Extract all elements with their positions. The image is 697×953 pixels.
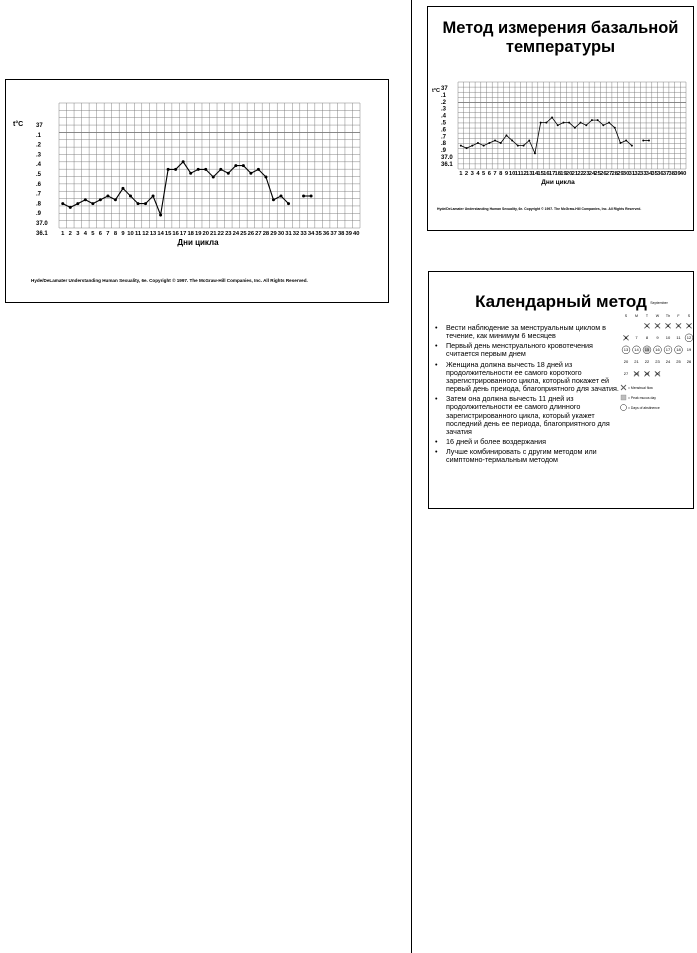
data-point — [204, 168, 207, 171]
x-tick-label: 34 — [645, 171, 653, 177]
data-point — [152, 195, 155, 198]
x-tick-label: 12 — [142, 231, 149, 237]
calendar-day: 6 — [624, 335, 628, 340]
x-tick-label: 1 — [61, 231, 65, 237]
x-tick-label: 21 — [210, 231, 217, 237]
calendar-day: 9 — [656, 335, 659, 340]
chart-caption: Hyde/DeLamater Understanding Human Sexuality, 6e. Copyright © 1997. The McGraw-Hill Companies, Inc. All Rights Reserved. — [31, 278, 308, 283]
data-point — [551, 117, 553, 119]
data-point — [61, 202, 64, 205]
x-tick-label: 31 — [628, 171, 636, 177]
slide-title: Метод измерения базальной температуры — [442, 19, 679, 56]
calendar-day: 14 — [634, 347, 639, 352]
data-point — [287, 202, 290, 205]
data-point — [505, 134, 507, 136]
x-tick-label: 4 — [83, 231, 87, 237]
data-point — [114, 198, 117, 201]
calendar-day: 22 — [644, 359, 650, 364]
calendar-day: 13 — [623, 347, 629, 352]
data-point — [106, 195, 109, 198]
x-tick-label: 19 — [560, 171, 567, 177]
calendar-day: 1 — [645, 323, 649, 328]
x-tick-label: 24 — [232, 231, 240, 237]
x-tick-label: 35 — [315, 231, 322, 237]
x-tick-label: 33 — [640, 171, 647, 177]
x-tick-label: 37 — [662, 171, 670, 177]
y-tick-label: 37 — [36, 123, 43, 129]
data-point — [494, 140, 496, 142]
menstrual-cross-icon — [621, 385, 626, 390]
x-tick-label: 3 — [76, 231, 80, 237]
x-tick-label: 18 — [187, 231, 194, 237]
x-tick-label: 17 — [179, 231, 187, 237]
data-point — [625, 140, 627, 142]
calendar-day: 27 — [623, 371, 629, 376]
x-tick-label: 8 — [113, 231, 118, 237]
calendar-day: 21 — [634, 359, 639, 364]
x-tick-label: 8 — [499, 171, 503, 177]
calendar-day: 20 — [623, 359, 629, 364]
x-tick-label: 2 — [68, 231, 72, 237]
y-tick-label: 37.0 — [36, 221, 48, 227]
x-tick-label: 12 — [520, 171, 527, 177]
x-tick-label: 18 — [554, 171, 561, 177]
data-point — [597, 119, 599, 121]
data-point — [562, 122, 564, 124]
legend-menstrual: = Menstrual flow — [628, 386, 653, 390]
data-point — [121, 187, 124, 190]
x-tick-label: 14 — [157, 231, 164, 237]
x-tick-label: 14 — [531, 171, 539, 177]
data-point — [488, 142, 490, 144]
y-tick-label: .6 — [36, 181, 42, 188]
calendar-day: 17 — [665, 347, 671, 352]
x-tick-label: 37 — [330, 231, 337, 237]
data-point — [84, 198, 87, 201]
chart-x-axis-label: Дни цикла — [541, 179, 575, 186]
calendar-illustration — [619, 297, 695, 457]
x-tick-label: 2 — [464, 171, 469, 177]
x-tick-label: 25 — [240, 231, 247, 237]
x-tick-label: 30 — [277, 231, 285, 237]
calendar-day: 24 — [665, 359, 671, 364]
x-tick-label: 21 — [571, 171, 579, 177]
y-tick-label: .8 — [36, 201, 42, 208]
weekday-label: T — [645, 314, 649, 318]
x-tick-label: 4 — [476, 171, 480, 177]
bullet-item: • Затем она должна вычесть 11 дней из продолжительности ее самого длинного зарегистрированного цикла, который укажет последний день ее периода, благоприятного для зачатия — [433, 395, 621, 435]
x-tick-label: 40 — [353, 231, 360, 237]
data-point — [189, 172, 192, 175]
data-point — [137, 202, 140, 205]
calendar-day: 7 — [635, 335, 638, 340]
data-point — [279, 195, 282, 198]
legend-peak: = Peak mucus day — [628, 396, 656, 400]
calendar-day: 12 — [686, 335, 692, 340]
data-point — [91, 202, 94, 205]
data-point — [631, 145, 633, 147]
data-point — [511, 140, 513, 142]
y-tick-label: .2 — [36, 142, 42, 149]
data-point — [257, 168, 260, 171]
x-tick-label: 20 — [565, 171, 573, 177]
x-tick-label: 19 — [194, 231, 202, 237]
calendar-day: 25 — [676, 359, 681, 364]
legend-abstinence: = Days of abstinence — [628, 406, 660, 410]
x-tick-label: 35 — [651, 171, 658, 177]
y-tick-label: .4 — [36, 162, 42, 169]
y-tick-label: 37.0 — [441, 155, 453, 161]
chart-caption: Hyde/DeLamater Understanding Human Sexuality, 6e. Copyright © 1997. The McGraw-Hill Companies, Inc. All Rights Reserved. — [437, 207, 642, 211]
x-tick-label: 30 — [622, 171, 630, 177]
x-tick-label: 3 — [470, 171, 474, 177]
x-tick-label: 20 — [202, 231, 209, 237]
x-tick-label: 13 — [149, 231, 157, 237]
x-tick-label: 5 — [91, 231, 95, 237]
data-point — [580, 122, 582, 124]
data-point — [310, 195, 313, 198]
data-point — [272, 198, 275, 201]
x-tick-label: 29 — [617, 171, 624, 177]
slide-temperature-chart — [5, 79, 389, 303]
y-tick-label: .7 — [36, 191, 42, 198]
x-tick-label: 7 — [493, 171, 497, 177]
calendar-day: 28 — [634, 371, 639, 376]
data-point — [302, 195, 305, 198]
peak-mucus-marker — [621, 395, 626, 400]
x-tick-label: 32 — [292, 231, 300, 237]
data-point — [608, 122, 610, 124]
data-point — [534, 152, 536, 154]
calendar-day: 23 — [655, 359, 660, 364]
y-tick-label: .1 — [36, 132, 42, 139]
data-point — [242, 164, 245, 167]
x-tick-label: 26 — [247, 231, 255, 237]
x-tick-label: 36 — [322, 231, 330, 237]
bullet-list — [433, 324, 621, 467]
bullet-item: • 16 дней и более воздержания — [433, 438, 621, 446]
y-tick-label: .2 — [441, 99, 447, 106]
data-point — [568, 122, 570, 124]
data-point — [167, 168, 170, 171]
calendar-day: 26 — [686, 359, 692, 364]
x-tick-label: 22 — [217, 231, 225, 237]
x-tick-label: 1 — [459, 171, 463, 177]
x-tick-label: 11 — [134, 231, 142, 237]
data-point — [642, 140, 644, 142]
weekday-label: Th — [665, 314, 671, 318]
x-tick-label: 16 — [172, 231, 179, 237]
calendar-month: September — [650, 301, 668, 305]
x-tick-label: 15 — [164, 231, 172, 237]
data-point — [500, 142, 502, 144]
data-point — [614, 127, 616, 129]
weekday-label: F — [677, 314, 680, 318]
y-tick-label: 36.1 — [441, 161, 453, 168]
data-point — [227, 172, 230, 175]
x-tick-label: 29 — [270, 231, 277, 237]
data-point — [585, 124, 587, 126]
calendar-legend — [621, 385, 660, 411]
data-point — [477, 142, 479, 144]
x-tick-label: 7 — [106, 231, 110, 237]
x-tick-label: 9 — [121, 231, 125, 237]
y-tick-label: .6 — [441, 127, 447, 134]
slide-title: Календарный метод — [475, 292, 647, 311]
data-point — [234, 164, 237, 167]
calendar-day: 18 — [676, 347, 681, 352]
calendar-day: 29 — [644, 371, 650, 376]
calendar-day: 5 — [687, 323, 691, 328]
x-tick-label: 13 — [526, 171, 533, 177]
data-point — [159, 214, 162, 217]
chart-unit-label: t°C — [432, 88, 441, 94]
y-tick-label: 36.1 — [36, 230, 48, 237]
x-tick-label: 27 — [605, 171, 613, 177]
data-point — [264, 176, 267, 179]
x-tick-label: 32 — [634, 171, 641, 177]
y-tick-label: .7 — [441, 134, 447, 141]
x-tick-label: 40 — [679, 171, 687, 177]
x-tick-label: 39 — [674, 171, 681, 177]
chart-grid — [59, 103, 360, 228]
data-point — [517, 145, 519, 147]
bullet-item: • Вести наблюдение за менструальным циклом в течение, как минимум 6 месяцев — [433, 324, 621, 340]
calendar-day: 11 — [676, 335, 681, 340]
x-tick-label: 23 — [583, 171, 590, 177]
y-tick-label: .3 — [36, 152, 42, 159]
calendar-day: 8 — [645, 335, 649, 340]
weekday-label: S — [624, 314, 628, 318]
data-point — [460, 145, 462, 147]
calendar-day: 4 — [677, 323, 680, 328]
x-tick-label: 36 — [657, 171, 664, 177]
data-point — [212, 176, 215, 179]
y-tick-label: .8 — [441, 141, 447, 148]
data-point — [528, 140, 530, 142]
data-point — [466, 147, 468, 149]
data-point — [591, 119, 593, 121]
data-point — [483, 145, 485, 147]
calendar-day: 19 — [686, 347, 692, 352]
data-point — [182, 160, 185, 163]
data-point — [129, 195, 132, 198]
abstinence-circle — [621, 405, 627, 411]
x-tick-label: 25 — [594, 171, 601, 177]
x-tick-label: 38 — [337, 231, 345, 237]
data-point — [174, 168, 177, 171]
x-tick-label: 6 — [487, 171, 491, 177]
x-tick-label: 9 — [504, 171, 509, 177]
x-tick-label: 39 — [345, 231, 352, 237]
x-tick-label: 22 — [577, 171, 584, 177]
data-point — [619, 142, 621, 144]
x-tick-label: 33 — [300, 231, 307, 237]
data-point — [523, 145, 525, 147]
x-tick-label: 34 — [307, 231, 315, 237]
x-tick-label: 31 — [285, 231, 292, 237]
bullet-item: • Первый день менструального кровотечения считается первым днем — [433, 342, 621, 358]
y-tick-label: .9 — [441, 148, 447, 155]
y-tick-label: 37 — [441, 86, 448, 92]
chart-unit-label: t°C — [13, 121, 24, 128]
chart-x-axis-label: Дни цикла — [177, 238, 219, 247]
slide-basal-temperature — [427, 6, 694, 231]
temperature-chart-small — [428, 7, 693, 230]
calendar-day: 3 — [666, 323, 670, 328]
column-divider-line — [411, 0, 412, 953]
data-point — [540, 122, 542, 124]
x-tick-label: 15 — [537, 171, 544, 177]
data-point — [76, 202, 79, 205]
x-tick-label: 11 — [514, 171, 521, 177]
x-tick-label: 16 — [543, 171, 550, 177]
calendar-day: 2 — [656, 323, 659, 328]
data-point — [144, 202, 147, 205]
x-tick-label: 26 — [600, 171, 607, 177]
y-tick-label: .5 — [36, 172, 42, 178]
x-tick-label: 24 — [588, 171, 596, 177]
calendar-day: 10 — [665, 335, 671, 340]
data-point — [99, 198, 102, 201]
x-tick-label: 5 — [482, 171, 486, 177]
y-tick-label: .9 — [36, 211, 42, 218]
data-point — [557, 124, 559, 126]
data-point — [545, 122, 547, 124]
data-point — [648, 140, 650, 142]
data-point — [471, 145, 473, 147]
calendar-day: 15 — [644, 347, 650, 352]
x-tick-label: 27 — [255, 231, 262, 237]
data-point — [574, 127, 576, 129]
calendar-day: 30 — [655, 371, 660, 376]
data-point — [219, 168, 222, 171]
slide-calendar-method — [428, 271, 694, 509]
bullet-item: • Лучше комбинировать с другим методом или симптомно-термальным методом — [433, 448, 621, 464]
x-tick-label: 28 — [262, 231, 270, 237]
data-point — [249, 172, 252, 175]
x-tick-label: 10 — [127, 231, 134, 237]
x-tick-label: 17 — [548, 171, 556, 177]
data-point — [69, 206, 72, 209]
data-point — [602, 124, 604, 126]
x-tick-label: 6 — [98, 231, 103, 237]
weekday-label: S — [687, 314, 691, 318]
weekday-label: W — [655, 314, 660, 318]
y-tick-label: .3 — [441, 106, 447, 113]
bullet-item: • Женщина должна вычесть 18 дней из продолжительности ее самого короткого зарегистрированного цикла, который покажет ей первый день преиода, благоприятного для зачатия. — [433, 361, 621, 393]
data-point — [197, 168, 200, 171]
x-tick-label: 23 — [225, 231, 232, 237]
y-tick-label: .5 — [441, 120, 447, 127]
temperature-chart — [6, 80, 388, 302]
weekday-label: M — [635, 314, 638, 318]
x-tick-label: 38 — [668, 171, 675, 177]
y-tick-label: .1 — [441, 92, 447, 99]
calendar-day: 16 — [655, 347, 660, 352]
y-tick-label: .4 — [441, 113, 447, 120]
x-tick-label: 28 — [611, 171, 618, 177]
x-tick-label: 10 — [508, 171, 516, 177]
